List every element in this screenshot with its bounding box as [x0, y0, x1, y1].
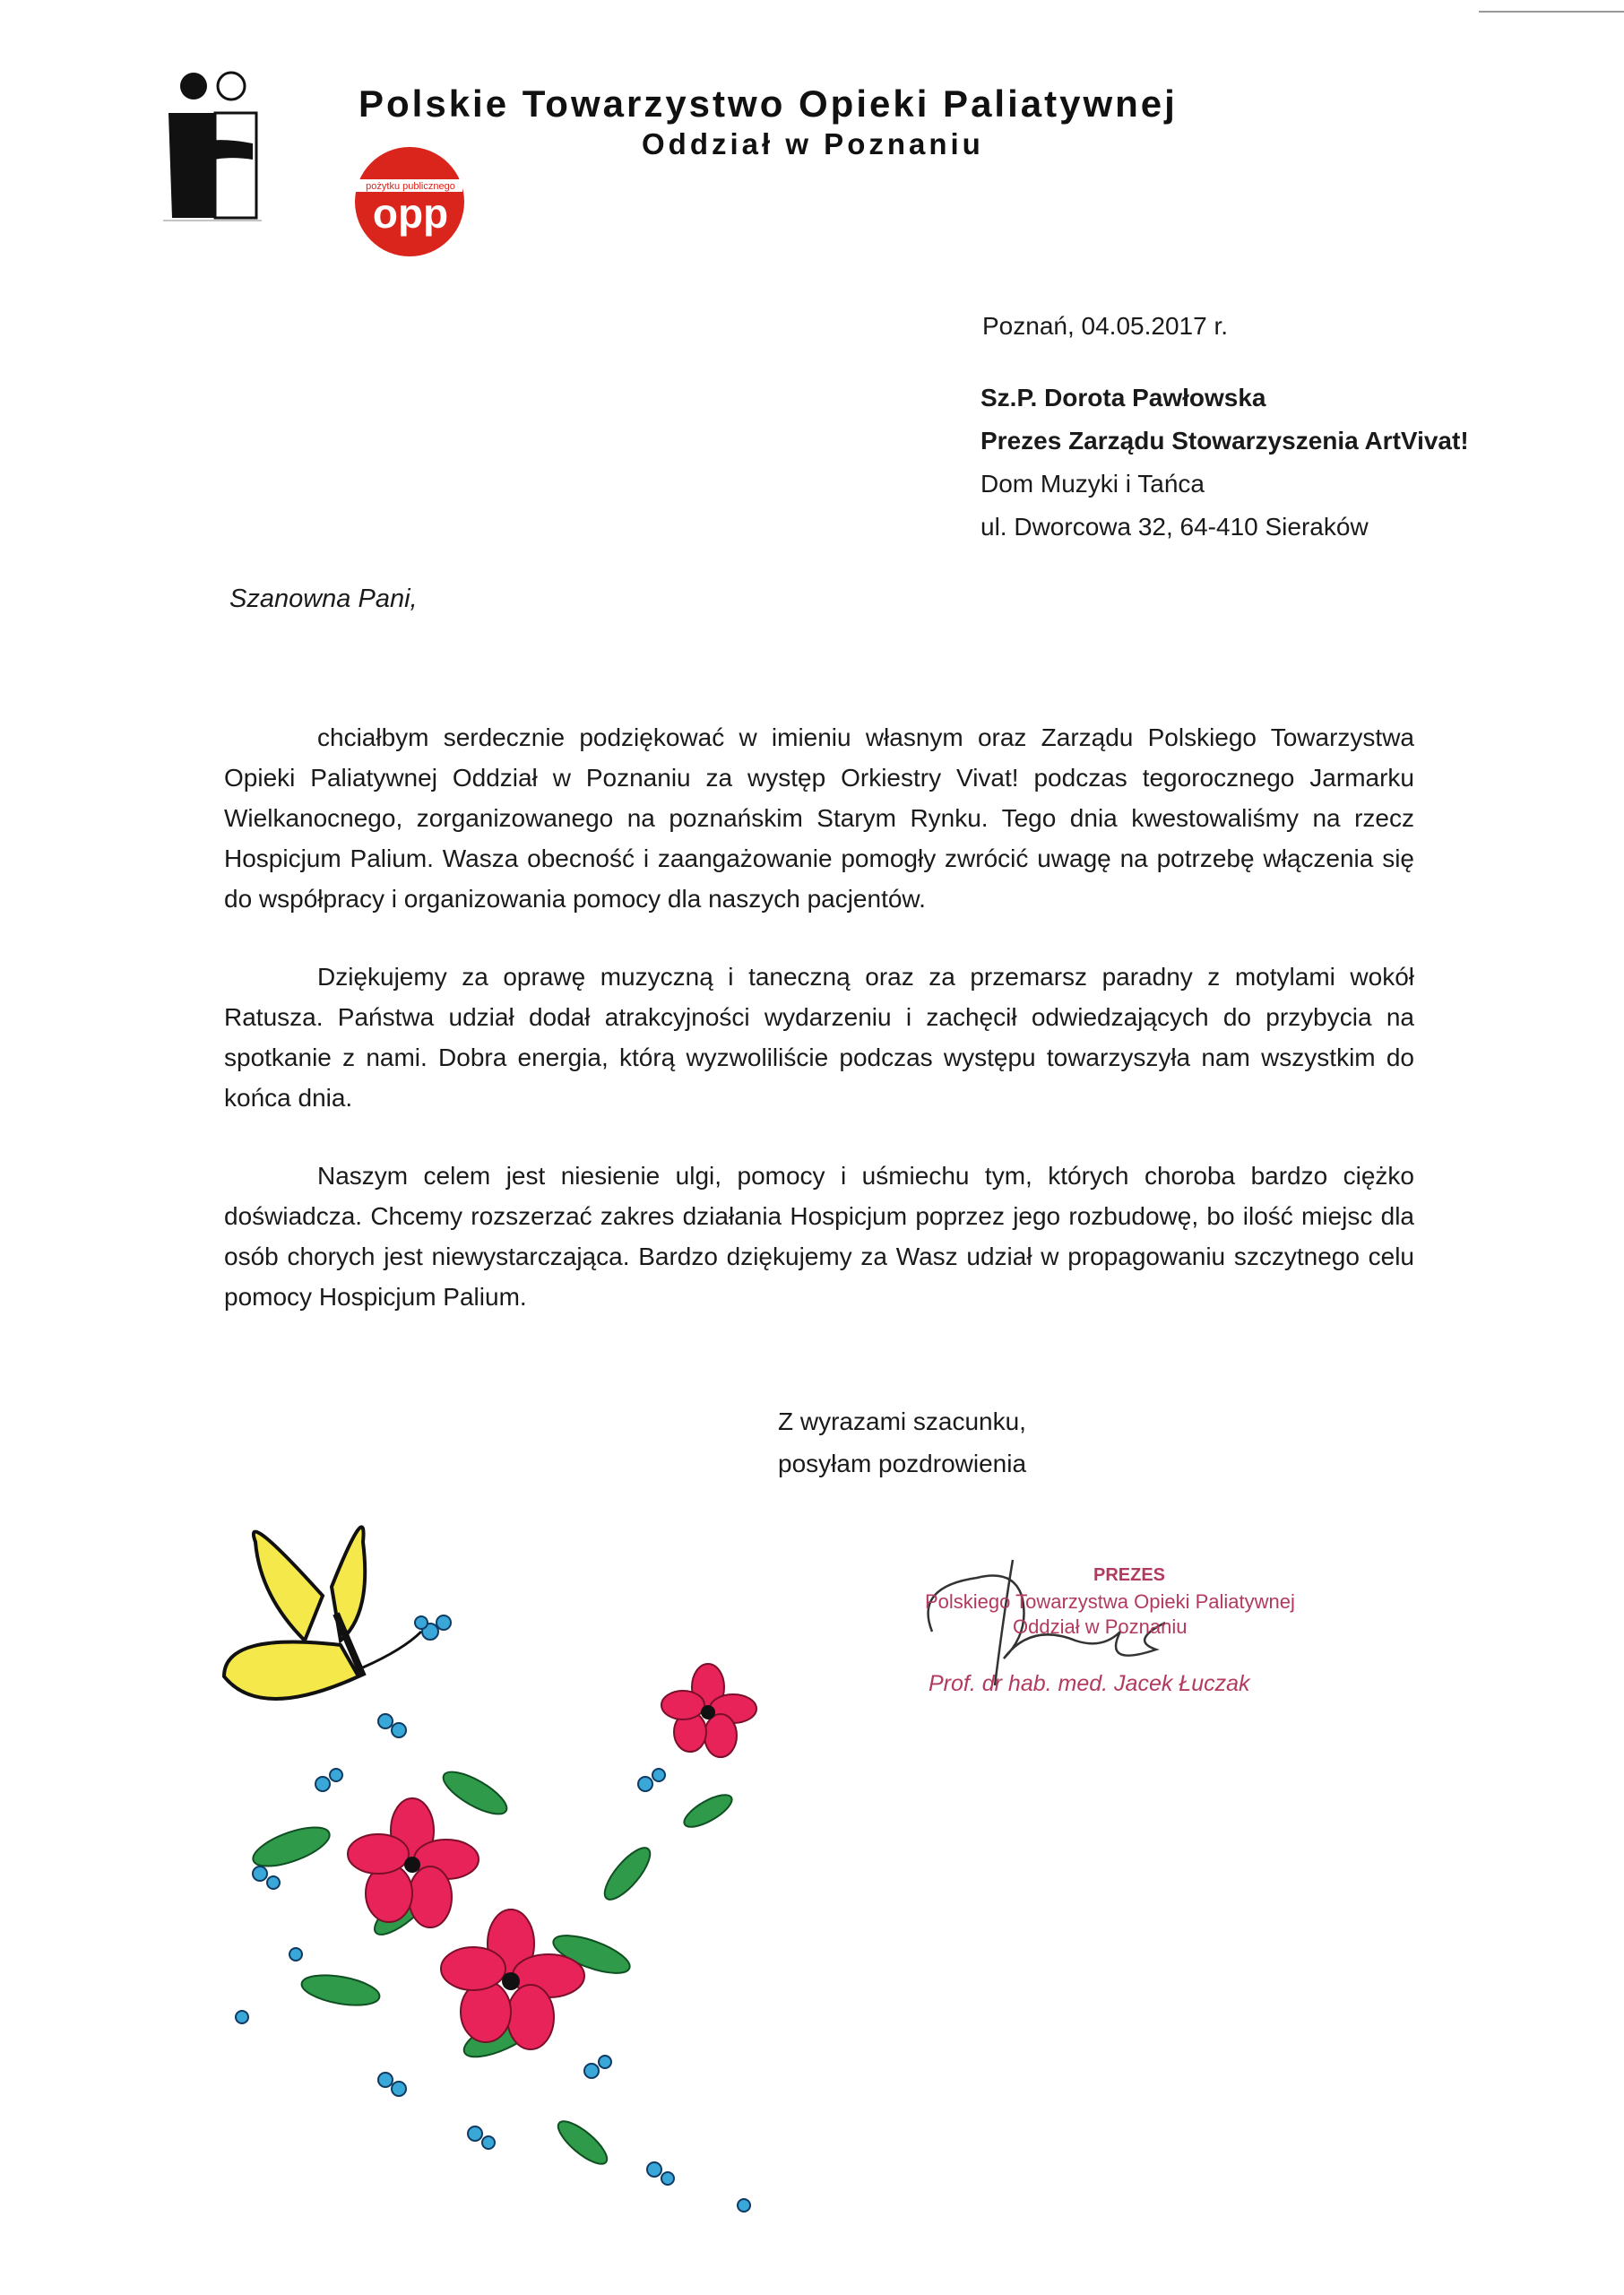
ptop-figure-logo: [163, 70, 262, 222]
recipient-title: Prezes Zarządu Stowarzyszenia ArtVivat!: [980, 427, 1469, 455]
opp-logo-text: opp: [372, 190, 449, 237]
closing-line-1: Z wyrazami szacunku,: [778, 1407, 1026, 1435]
letter-date: Poznań, 04.05.2017 r.: [982, 312, 1228, 340]
butterfly-icon: [224, 1527, 421, 1699]
closing-block: [778, 1400, 1026, 1485]
body-paragraph-2: Dziękujemy za oprawę muzyczną i taneczną oraz za przemarsz paradny z motylami wokół Ratusza. Państwa udział dodał atrakcyjności wydarzeniu i zachęcił odwiedzających do przybycia na spotkanie z nami. Dobra energia, którą wyzwoliliście podczas występu towarzyszyła nam wszystkim do końca dnia.: [224, 963, 1414, 1112]
stamp-line-1: PREZES: [1093, 1565, 1166, 1585]
organization-title: Polskie Towarzystwo Opieki Paliatywnej: [358, 82, 1178, 125]
salutation: Szanowna Pani,: [229, 585, 418, 613]
stamp-line-2: Polskiego Towarzystwa Opieki Paliatywnej: [925, 1590, 1295, 1613]
butterfly-flowers-illustration: [206, 1488, 834, 2241]
body-paragraph-3: Naszym celem jest niesienie ulgi, pomocy i uśmiechu tym, których choroba bardzo ciężko doświadcza. Chcemy rozszerzać zakres działania Hospicjum poprzez jego rozbudowę, bo ilość miejsc dla osób chorych jest niewystarczająca. Bardzo dziękujemy za Wasz udział w propagowaniu szczytnego celu pomocy Hospicjum Palium.: [224, 1162, 1414, 1311]
recipient-name: Sz.P. Dorota Pawłowska: [980, 384, 1266, 411]
recipient-block: [980, 377, 1469, 549]
handwritten-signature: [896, 1533, 1273, 1694]
letter-body: [224, 717, 1414, 1355]
opp-logo: [351, 145, 468, 258]
stamp-line-3: Oddział w Poznaniu: [1013, 1615, 1188, 1638]
body-paragraph-1: chciałbym serdecznie podziękować w imieniu własnym oraz Zarządu Polskiego Towarzystwa Opieki Paliatywnej Oddział w Poznaniu za występ Orkiestry Vivat! podczas tegorocznego Jarmarku Wielkanocnego, zorganizowanego na poznańskim Starym Rynku. Tego dnia kwestowaliśmy na rzecz Hospicjum Palium. Wasza obecność i zaangażowanie pomogły zwrócić uwagę na potrzebę włączenia się do współpracy i organizowania pomocy dla naszych pacjentów.: [224, 723, 1414, 913]
stamp-signatory: Prof. dr hab. med. Jacek Łuczak: [929, 1671, 1250, 1696]
scan-edge-line: [1479, 11, 1624, 13]
opp-logo-small-text: pożytku publicznego: [366, 181, 455, 192]
organization-branch: Oddział w Poznaniu: [642, 127, 984, 160]
recipient-institution: Dom Muzyki i Tańca: [980, 470, 1205, 498]
closing-line-2: posyłam pozdrowienia: [778, 1450, 1027, 1477]
recipient-address: ul. Dworcowa 32, 64-410 Sieraków: [980, 513, 1369, 541]
